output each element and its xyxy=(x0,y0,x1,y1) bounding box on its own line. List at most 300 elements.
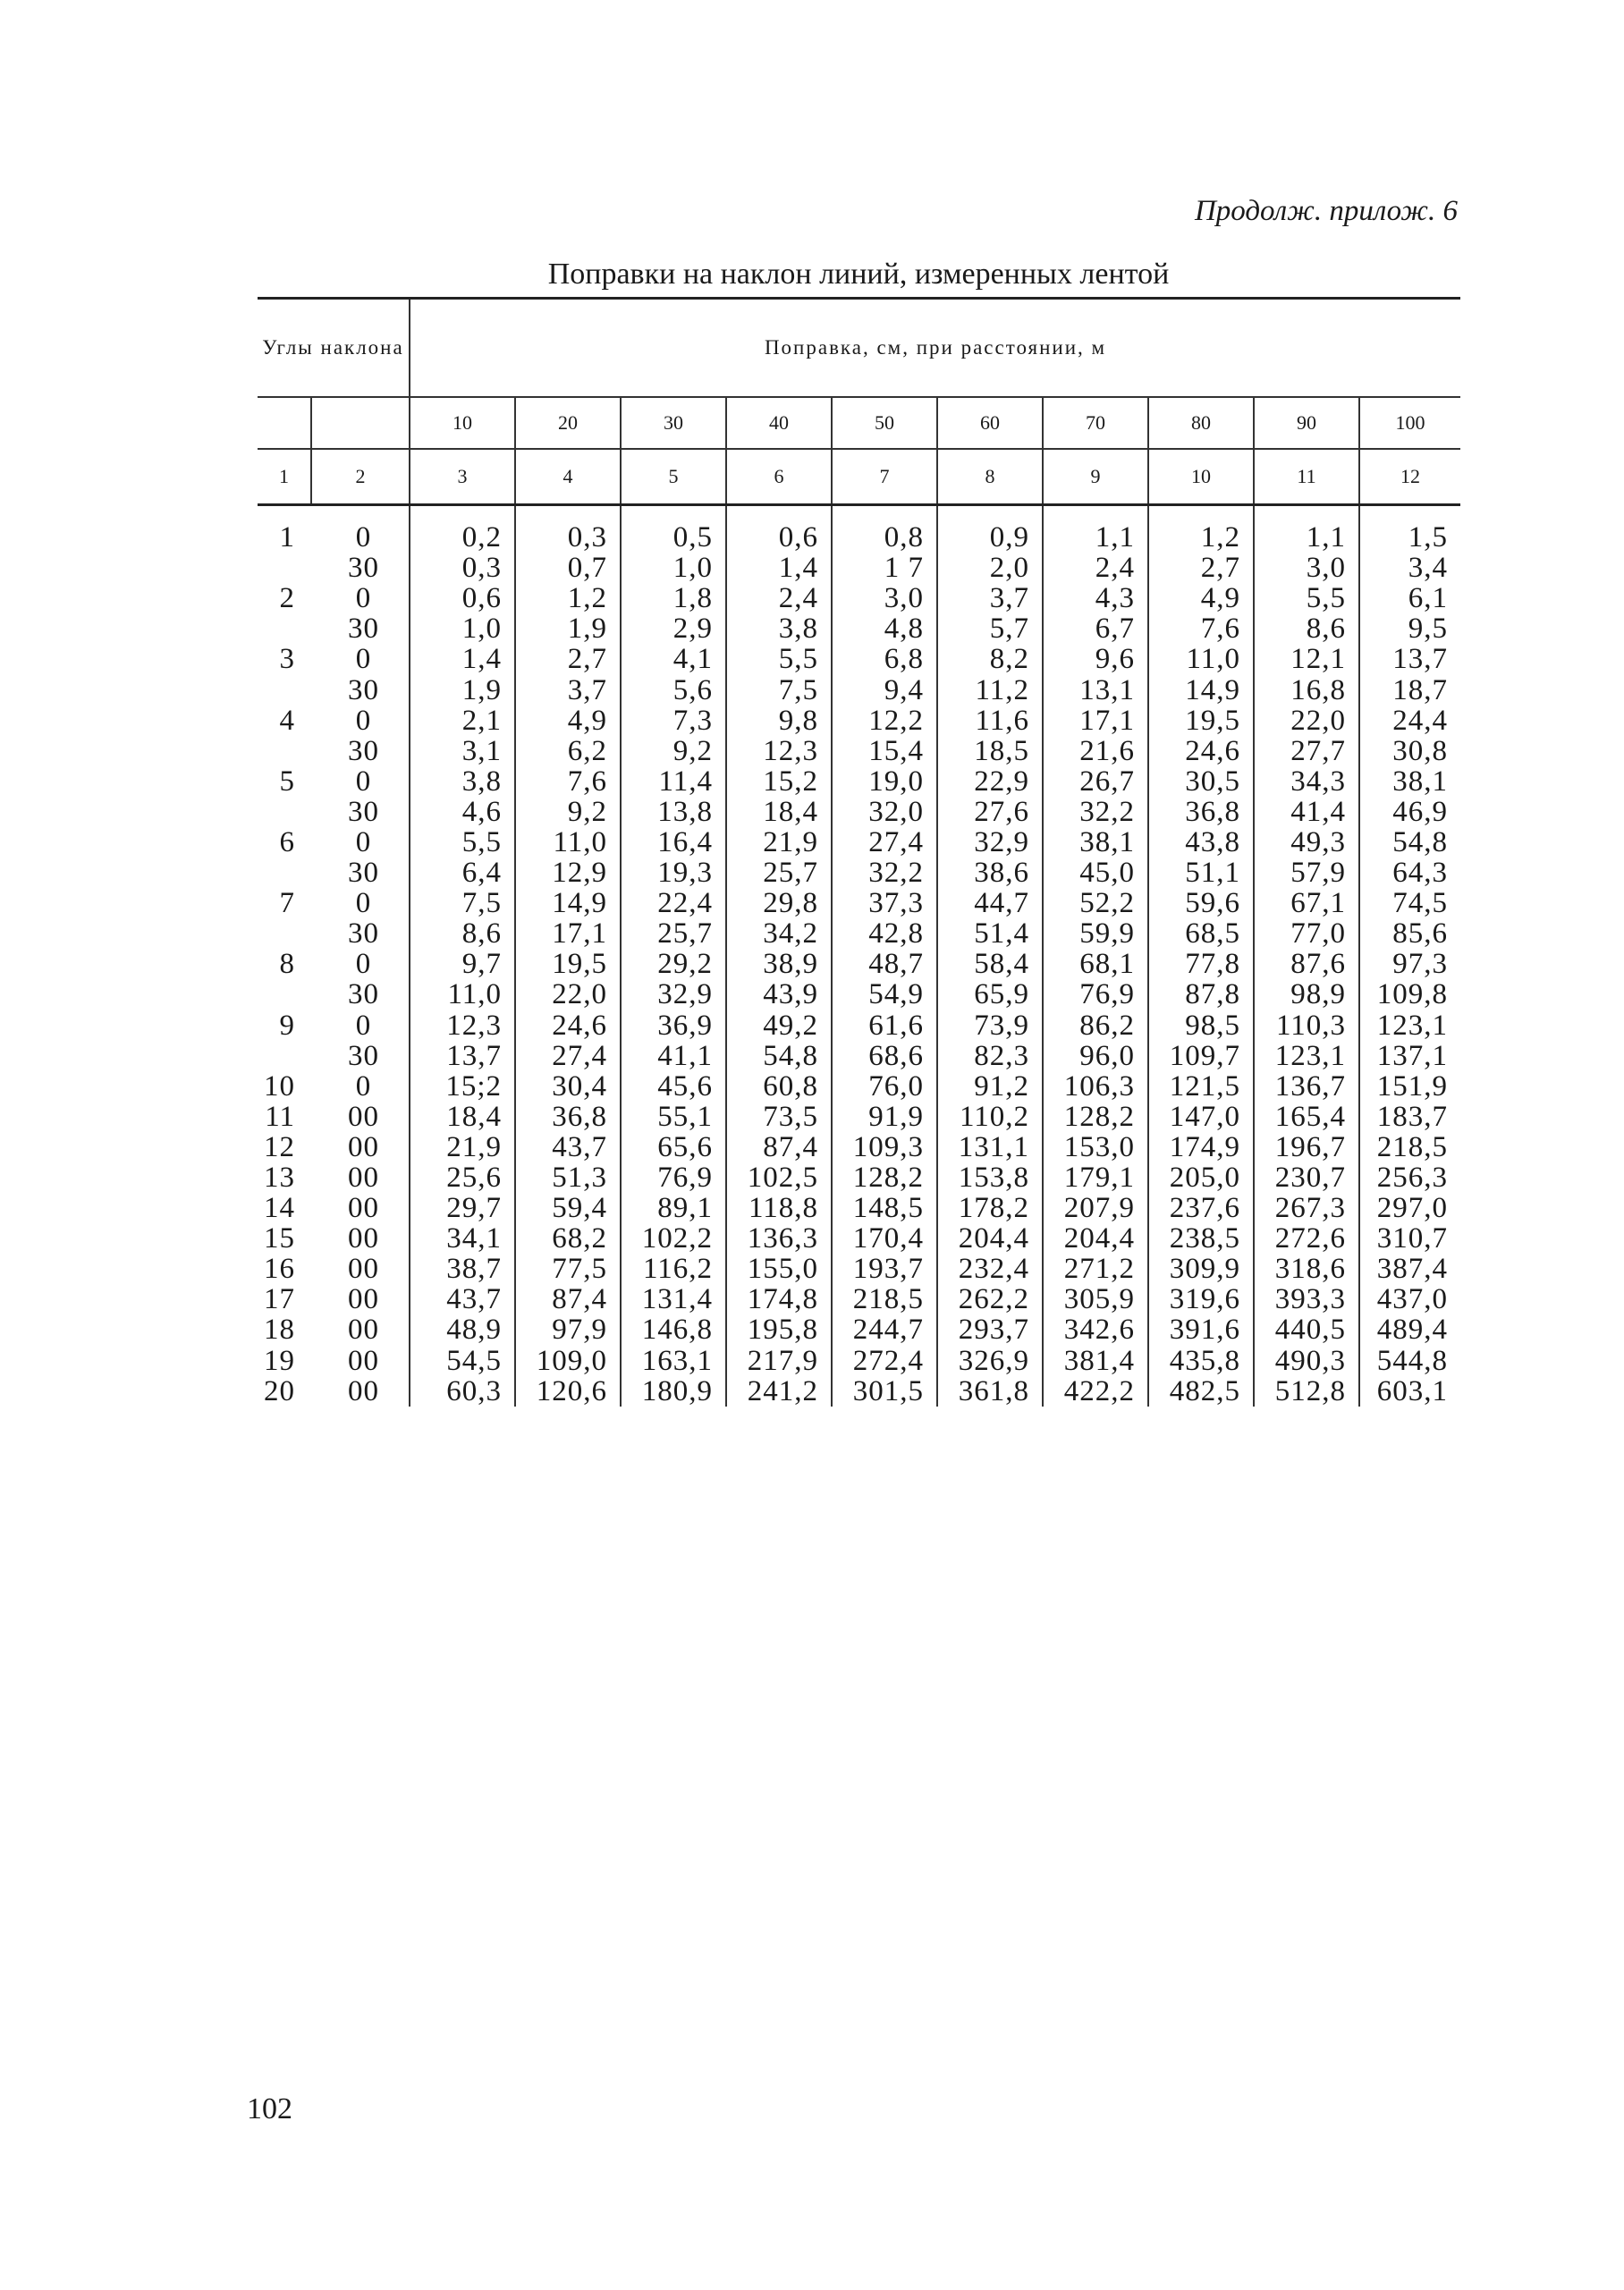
correction-value-cell: 1,8 xyxy=(621,583,726,613)
correction-value-cell: 12,2 xyxy=(832,706,937,736)
angle-minutes-cell: 0 xyxy=(355,643,372,676)
correction-value-cell: 230,7 xyxy=(1254,1162,1359,1193)
correction-value-cell: 0,7 xyxy=(515,553,621,583)
table-row xyxy=(258,1314,1460,1345)
correction-value-cell: 3,7 xyxy=(515,674,621,705)
correction-value-cell: 60,8 xyxy=(726,1071,832,1102)
correction-value-cell: 116,2 xyxy=(621,1254,726,1284)
correction-value-cell: 25,7 xyxy=(726,858,832,888)
correction-value-cell: 256,3 xyxy=(1359,1162,1460,1193)
table-row xyxy=(258,1223,1460,1254)
correction-value-cell: 1,4 xyxy=(726,553,832,583)
correction-value-cell: 43,8 xyxy=(1148,827,1254,858)
angle-degrees-cell xyxy=(258,918,311,949)
correction-value-cell: 29,7 xyxy=(410,1193,515,1223)
correction-value-cell: 51,4 xyxy=(937,918,1043,949)
correction-value-cell: 41,1 xyxy=(621,1041,726,1071)
correction-value-cell: 19,3 xyxy=(621,858,726,888)
angle-degrees-cell: 2 xyxy=(279,582,295,615)
correction-value-cell: 32,2 xyxy=(832,858,937,888)
table-row xyxy=(258,766,1460,797)
table-row xyxy=(258,674,1460,705)
correction-value-cell: 22,0 xyxy=(1254,706,1359,736)
correction-value-cell: 148,5 xyxy=(832,1193,937,1223)
correction-value-cell: 30,4 xyxy=(515,1071,621,1102)
correction-value-cell: 102,5 xyxy=(726,1162,832,1193)
correction-value-cell: 0,6 xyxy=(726,505,832,553)
angle-minutes-cell: 30 xyxy=(348,978,379,1011)
correction-value-cell: 42,8 xyxy=(832,918,937,949)
correction-value-cell: 38,1 xyxy=(1043,827,1148,858)
angle-degrees-cell: 14 xyxy=(264,1192,295,1225)
table-row xyxy=(258,644,1460,674)
correction-value-cell: 37,3 xyxy=(832,888,937,918)
correction-value-cell: 7,5 xyxy=(726,674,832,705)
correction-value-cell: 6,2 xyxy=(515,736,621,766)
angle-degrees-cell: 9 xyxy=(279,1009,295,1042)
correction-value-cell: 391,6 xyxy=(1148,1314,1254,1345)
correction-value-cell: 7,3 xyxy=(621,706,726,736)
correction-value-cell: 8,6 xyxy=(1254,613,1359,644)
table-row xyxy=(258,888,1460,918)
angle-degrees-cell: 18 xyxy=(264,1314,295,1347)
correction-value-cell: 109,8 xyxy=(1359,979,1460,1010)
distance-header-cell: 30 xyxy=(621,397,726,449)
blank-header-cell xyxy=(311,397,410,449)
correction-value-cell: 8,2 xyxy=(937,644,1043,674)
correction-value-cell: 178,2 xyxy=(937,1193,1043,1223)
blank-header-cell xyxy=(258,397,311,449)
correction-value-cell: 11,2 xyxy=(937,674,1043,705)
angle-degrees-cell: 20 xyxy=(264,1374,295,1407)
correction-value-cell: 16,8 xyxy=(1254,674,1359,705)
correction-value-cell: 272,6 xyxy=(1254,1223,1359,1254)
correction-value-cell: 262,2 xyxy=(937,1284,1043,1314)
correction-value-cell: 15;2 xyxy=(410,1071,515,1102)
correction-value-cell: 36,8 xyxy=(515,1102,621,1132)
correction-value-cell: 1 7 xyxy=(832,553,937,583)
correction-value-cell: 1,9 xyxy=(515,613,621,644)
correction-value-cell: 97,9 xyxy=(515,1314,621,1345)
correction-value-cell: 1,5 xyxy=(1359,505,1460,553)
correction-value-cell: 1,9 xyxy=(410,674,515,705)
correction-value-cell: 106,3 xyxy=(1043,1071,1148,1102)
column-number-row xyxy=(258,449,1460,505)
column-number-cell: 1 xyxy=(258,449,311,505)
correction-value-cell: 204,4 xyxy=(937,1223,1043,1254)
table-row xyxy=(258,918,1460,949)
correction-value-cell: 15,4 xyxy=(832,736,937,766)
angle-degrees-cell xyxy=(258,736,311,766)
correction-value-cell: 24,6 xyxy=(1148,736,1254,766)
correction-value-cell: 76,0 xyxy=(832,1071,937,1102)
correction-value-cell: 147,0 xyxy=(1148,1102,1254,1132)
angle-minutes-cell: 0 xyxy=(355,1069,372,1103)
correction-value-cell: 51,3 xyxy=(515,1162,621,1193)
correction-value-cell: 38,1 xyxy=(1359,766,1460,797)
angle-degrees-cell: 11 xyxy=(265,1100,295,1133)
correction-value-cell: 59,9 xyxy=(1043,918,1148,949)
correction-value-cell: 98,5 xyxy=(1148,1010,1254,1041)
correction-value-cell: 5,5 xyxy=(726,644,832,674)
correction-value-cell: 44,7 xyxy=(937,888,1043,918)
correction-value-cell: 22,9 xyxy=(937,766,1043,797)
correction-value-cell: 326,9 xyxy=(937,1346,1043,1376)
table-row xyxy=(258,858,1460,888)
table-row xyxy=(258,1071,1460,1102)
angle-minutes-cell: 00 xyxy=(348,1130,379,1163)
correction-value-cell: 309,9 xyxy=(1148,1254,1254,1284)
correction-value-cell: 77,8 xyxy=(1148,949,1254,979)
table-title: Поправки на наклон линий, измеренных лентой xyxy=(547,258,1170,291)
correction-value-cell: 96,0 xyxy=(1043,1041,1148,1071)
correction-value-cell: 0,8 xyxy=(832,505,937,553)
correction-value-cell: 179,1 xyxy=(1043,1162,1148,1193)
correction-value-cell: 118,8 xyxy=(726,1193,832,1223)
column-number-cell: 2 xyxy=(311,449,410,505)
angle-minutes-cell: 30 xyxy=(348,795,379,828)
correction-value-cell: 52,2 xyxy=(1043,888,1148,918)
correction-value-cell: 49,2 xyxy=(726,1010,832,1041)
correction-value-cell: 165,4 xyxy=(1254,1102,1359,1132)
correction-value-cell: 68,5 xyxy=(1148,918,1254,949)
correction-value-cell: 297,0 xyxy=(1359,1193,1460,1223)
correction-value-cell: 11,0 xyxy=(515,827,621,858)
angle-minutes-cell: 30 xyxy=(348,734,379,767)
correction-value-cell: 237,6 xyxy=(1148,1193,1254,1223)
correction-value-cell: 18,4 xyxy=(410,1102,515,1132)
correction-value-cell: 3,1 xyxy=(410,736,515,766)
correction-value-cell: 85,6 xyxy=(1359,918,1460,949)
correction-value-cell: 1,1 xyxy=(1254,505,1359,553)
correction-value-cell: 0,3 xyxy=(410,553,515,583)
distance-header-cell: 80 xyxy=(1148,397,1254,449)
angle-degrees-cell: 7 xyxy=(279,887,295,920)
correction-value-cell: 13,1 xyxy=(1043,674,1148,705)
correction-value-cell: 361,8 xyxy=(937,1376,1043,1407)
angle-degrees-cell: 13 xyxy=(264,1162,295,1195)
correction-value-cell: 0,3 xyxy=(515,505,621,553)
correction-value-cell: 12,3 xyxy=(410,1010,515,1041)
correction-value-cell: 1,1 xyxy=(1043,505,1148,553)
correction-value-cell: 102,2 xyxy=(621,1223,726,1254)
correction-value-cell: 48,9 xyxy=(410,1314,515,1345)
column-number-cell: 6 xyxy=(726,449,832,505)
correction-value-cell: 490,3 xyxy=(1254,1346,1359,1376)
correction-value-cell: 109,3 xyxy=(832,1132,937,1162)
correction-value-cell: 54,9 xyxy=(832,979,937,1010)
correction-value-cell: 73,5 xyxy=(726,1102,832,1132)
correction-value-cell: 6,1 xyxy=(1359,583,1460,613)
angle-degrees-cell: 12 xyxy=(264,1130,295,1163)
correction-value-cell: 205,0 xyxy=(1148,1162,1254,1193)
correction-value-cell: 9,4 xyxy=(832,674,937,705)
angle-minutes-cell: 00 xyxy=(348,1283,379,1316)
correction-value-cell: 603,1 xyxy=(1359,1376,1460,1407)
correction-value-cell: 155,0 xyxy=(726,1254,832,1284)
angle-minutes-cell: 00 xyxy=(348,1314,379,1347)
correction-value-cell: 27,4 xyxy=(832,827,937,858)
angle-degrees-cell: 17 xyxy=(264,1283,295,1316)
distance-header-cell: 40 xyxy=(726,397,832,449)
correction-value-cell: 153,0 xyxy=(1043,1132,1148,1162)
correction-value-cell: 68,6 xyxy=(832,1041,937,1071)
correction-value-cell: 267,3 xyxy=(1254,1193,1359,1223)
correction-value-cell: 2,7 xyxy=(1148,553,1254,583)
correction-value-cell: 7,6 xyxy=(1148,613,1254,644)
correction-value-cell: 55,1 xyxy=(621,1102,726,1132)
correction-value-cell: 9,2 xyxy=(515,797,621,827)
angle-minutes-cell: 30 xyxy=(348,857,379,890)
correction-value-cell: 74,5 xyxy=(1359,888,1460,918)
continuation-note: Продолж. прилож. 6 xyxy=(1194,195,1458,227)
correction-value-cell: 54,8 xyxy=(1359,827,1460,858)
correction-value-cell: 9,7 xyxy=(410,949,515,979)
correction-value-cell: 482,5 xyxy=(1148,1376,1254,1407)
column-number-cell: 3 xyxy=(410,449,515,505)
correction-value-cell: 19,5 xyxy=(515,949,621,979)
correction-value-cell: 65,6 xyxy=(621,1132,726,1162)
correction-value-cell: 30,5 xyxy=(1148,766,1254,797)
angle-degrees-cell xyxy=(258,613,311,644)
correction-value-cell: 21,6 xyxy=(1043,736,1148,766)
angle-minutes-cell: 30 xyxy=(348,613,379,646)
correction-value-cell: 241,2 xyxy=(726,1376,832,1407)
table-row xyxy=(258,1041,1460,1071)
correction-value-cell: 3,0 xyxy=(1254,553,1359,583)
correction-value-cell: 22,0 xyxy=(515,979,621,1010)
correction-value-cell: 196,7 xyxy=(1254,1132,1359,1162)
correction-value-cell: 131,4 xyxy=(621,1284,726,1314)
correction-value-cell: 128,2 xyxy=(832,1162,937,1193)
correction-value-cell: 3,8 xyxy=(726,613,832,644)
correction-value-cell: 5,7 xyxy=(937,613,1043,644)
angle-degrees-cell: 3 xyxy=(279,643,295,676)
correction-value-cell: 9,2 xyxy=(621,736,726,766)
column-number-cell: 9 xyxy=(1043,449,1148,505)
correction-value-cell: 153,8 xyxy=(937,1162,1043,1193)
correction-value-cell: 73,9 xyxy=(937,1010,1043,1041)
angle-minutes-cell: 0 xyxy=(355,825,372,858)
correction-value-cell: 68,1 xyxy=(1043,949,1148,979)
correction-value-cell: 123,1 xyxy=(1359,1010,1460,1041)
correction-value-cell: 86,2 xyxy=(1043,1010,1148,1041)
correction-value-cell: 9,8 xyxy=(726,706,832,736)
correction-value-cell: 4,1 xyxy=(621,644,726,674)
distance-header-cell: 10 xyxy=(410,397,515,449)
correction-value-cell: 36,8 xyxy=(1148,797,1254,827)
angle-minutes-cell: 0 xyxy=(355,1009,372,1042)
correction-value-cell: 7,5 xyxy=(410,888,515,918)
angle-minutes-cell: 30 xyxy=(348,552,379,585)
correction-value-cell: 183,7 xyxy=(1359,1102,1460,1132)
correction-value-cell: 58,4 xyxy=(937,949,1043,979)
correction-value-cell: 174,8 xyxy=(726,1284,832,1314)
correction-value-cell: 36,9 xyxy=(621,1010,726,1041)
correction-value-cell: 9,6 xyxy=(1043,644,1148,674)
correction-value-cell: 2,0 xyxy=(937,553,1043,583)
correction-value-cell: 440,5 xyxy=(1254,1314,1359,1345)
correction-value-cell: 131,1 xyxy=(937,1132,1043,1162)
table-row xyxy=(258,706,1460,736)
correction-value-cell: 2,4 xyxy=(1043,553,1148,583)
correction-value-cell: 45,0 xyxy=(1043,858,1148,888)
correction-value-cell: 1,4 xyxy=(410,644,515,674)
correction-value-cell: 12,9 xyxy=(515,858,621,888)
column-number-cell: 12 xyxy=(1359,449,1460,505)
angle-degrees-cell: 1 xyxy=(279,521,295,554)
correction-value-cell: 128,2 xyxy=(1043,1102,1148,1132)
angle-minutes-cell: 00 xyxy=(348,1344,379,1377)
correction-value-cell: 32,9 xyxy=(621,979,726,1010)
correction-value-cell: 1,0 xyxy=(621,553,726,583)
correction-value-cell: 7,6 xyxy=(515,766,621,797)
correction-value-cell: 21,9 xyxy=(410,1132,515,1162)
correction-value-cell: 24,4 xyxy=(1359,706,1460,736)
angle-degrees-cell: 19 xyxy=(264,1344,295,1377)
correction-value-cell: 318,6 xyxy=(1254,1254,1359,1284)
correction-value-cell: 48,7 xyxy=(832,949,937,979)
correction-value-cell: 89,1 xyxy=(621,1193,726,1223)
distance-header-cell: 60 xyxy=(937,397,1043,449)
table-row xyxy=(258,1346,1460,1376)
correction-value-cell: 387,4 xyxy=(1359,1254,1460,1284)
correction-value-cell: 238,5 xyxy=(1148,1223,1254,1254)
correction-value-cell: 18,7 xyxy=(1359,674,1460,705)
table-row xyxy=(258,1102,1460,1132)
correction-value-cell: 29,8 xyxy=(726,888,832,918)
correction-value-cell: 5,5 xyxy=(410,827,515,858)
correction-value-cell: 218,5 xyxy=(832,1284,937,1314)
table-row xyxy=(258,613,1460,644)
correction-value-cell: 4,3 xyxy=(1043,583,1148,613)
correction-value-cell: 87,4 xyxy=(515,1284,621,1314)
correction-value-cell: 15,2 xyxy=(726,766,832,797)
distance-header-row xyxy=(258,397,1460,449)
correction-value-cell: 310,7 xyxy=(1359,1223,1460,1254)
table-row xyxy=(258,1376,1460,1407)
correction-value-cell: 9,5 xyxy=(1359,613,1460,644)
table-row xyxy=(258,1254,1460,1284)
correction-value-cell: 3,4 xyxy=(1359,553,1460,583)
angle-minutes-cell: 00 xyxy=(348,1374,379,1407)
correction-value-cell: 218,5 xyxy=(1359,1132,1460,1162)
correction-value-cell: 59,6 xyxy=(1148,888,1254,918)
correction-value-cell: 381,4 xyxy=(1043,1346,1148,1376)
correction-value-cell: 76,9 xyxy=(1043,979,1148,1010)
column-number-cell: 7 xyxy=(832,449,937,505)
correction-value-cell: 136,3 xyxy=(726,1223,832,1254)
correction-value-cell: 204,4 xyxy=(1043,1223,1148,1254)
correction-value-cell: 34,1 xyxy=(410,1223,515,1254)
correction-value-cell: 98,9 xyxy=(1254,979,1359,1010)
correction-value-cell: 123,1 xyxy=(1254,1041,1359,1071)
correction-value-cell: 244,7 xyxy=(832,1314,937,1345)
page-number: 102 xyxy=(247,2092,292,2125)
correction-value-cell: 174,9 xyxy=(1148,1132,1254,1162)
correction-value-cell: 68,2 xyxy=(515,1223,621,1254)
correction-value-cell: 91,9 xyxy=(832,1102,937,1132)
correction-value-cell: 67,1 xyxy=(1254,888,1359,918)
correction-value-cell: 2,1 xyxy=(410,706,515,736)
column-number-cell: 4 xyxy=(515,449,621,505)
correction-value-cell: 30,8 xyxy=(1359,736,1460,766)
correction-value-cell: 60,3 xyxy=(410,1376,515,1407)
angle-minutes-cell: 0 xyxy=(355,582,372,615)
correction-value-cell: 54,8 xyxy=(726,1041,832,1071)
angle-minutes-cell: 00 xyxy=(348,1253,379,1286)
correction-value-cell: 180,9 xyxy=(621,1376,726,1407)
correction-value-cell: 26,7 xyxy=(1043,766,1148,797)
table-row xyxy=(258,583,1460,613)
correction-value-cell: 12,1 xyxy=(1254,644,1359,674)
correction-value-cell: 109,7 xyxy=(1148,1041,1254,1071)
correction-value-cell: 6,8 xyxy=(832,644,937,674)
correction-value-cell: 27,4 xyxy=(515,1041,621,1071)
angle-degrees-cell xyxy=(258,858,311,888)
correction-value-cell: 32,9 xyxy=(937,827,1043,858)
table-row xyxy=(258,505,1460,553)
correction-value-cell: 305,9 xyxy=(1043,1284,1148,1314)
angle-degrees-cell xyxy=(258,553,311,583)
correction-value-cell: 422,2 xyxy=(1043,1376,1148,1407)
angle-minutes-cell: 30 xyxy=(348,917,379,951)
table-row xyxy=(258,1010,1460,1041)
column-number-cell: 8 xyxy=(937,449,1043,505)
correction-value-cell: 1,0 xyxy=(410,613,515,644)
correction-value-cell: 45,6 xyxy=(621,1071,726,1102)
distance-header-cell: 70 xyxy=(1043,397,1148,449)
correction-value-cell: 64,3 xyxy=(1359,858,1460,888)
correction-value-cell: 11,4 xyxy=(621,766,726,797)
correction-value-cell: 0,2 xyxy=(410,505,515,553)
correction-value-cell: 121,5 xyxy=(1148,1071,1254,1102)
correction-value-cell: 8,6 xyxy=(410,918,515,949)
correction-value-cell: 13,7 xyxy=(1359,644,1460,674)
angle-minutes-cell: 30 xyxy=(348,673,379,706)
correction-value-cell: 43,7 xyxy=(515,1132,621,1162)
correction-value-cell: 14,9 xyxy=(515,888,621,918)
correction-value-cell: 17,1 xyxy=(515,918,621,949)
correction-value-cell: 14,9 xyxy=(1148,674,1254,705)
correction-value-cell: 319,6 xyxy=(1148,1284,1254,1314)
table-row xyxy=(258,827,1460,858)
correction-value-cell: 19,5 xyxy=(1148,706,1254,736)
correction-value-cell: 435,8 xyxy=(1148,1346,1254,1376)
correction-value-cell: 2,7 xyxy=(515,644,621,674)
correction-value-cell: 217,9 xyxy=(726,1346,832,1376)
correction-value-cell: 17,1 xyxy=(1043,706,1148,736)
correction-value-cell: 25,6 xyxy=(410,1162,515,1193)
angle-degrees-cell xyxy=(258,674,311,705)
angle-minutes-cell: 00 xyxy=(348,1192,379,1225)
correction-value-cell: 207,9 xyxy=(1043,1193,1148,1223)
correction-value-cell: 137,1 xyxy=(1359,1041,1460,1071)
correction-value-cell: 3,0 xyxy=(832,583,937,613)
angle-minutes-cell: 0 xyxy=(355,948,372,981)
correction-value-cell: 46,9 xyxy=(1359,797,1460,827)
angle-degrees-cell: 5 xyxy=(279,765,295,798)
angle-degrees-cell: 8 xyxy=(279,948,295,981)
correction-value-cell: 18,5 xyxy=(937,736,1043,766)
column-number-cell: 5 xyxy=(621,449,726,505)
correction-value-cell: 18,4 xyxy=(726,797,832,827)
distance-header-cell: 90 xyxy=(1254,397,1359,449)
angle-degrees-cell xyxy=(258,797,311,827)
correction-value-cell: 4,9 xyxy=(515,706,621,736)
correction-value-cell: 2,9 xyxy=(621,613,726,644)
correction-value-cell: 2,4 xyxy=(726,583,832,613)
